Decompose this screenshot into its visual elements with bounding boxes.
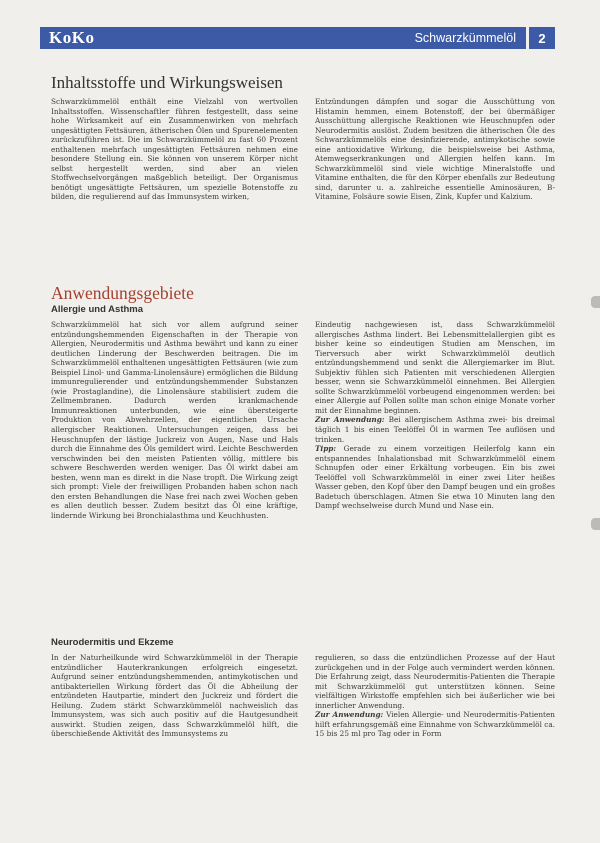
page-edge-tab xyxy=(591,518,600,530)
inhalt-right-column xyxy=(315,97,555,269)
inhalt-right-text: Entzündungen dämpfen und sogar die Ausschüttung von Histamin hemmen, einem Botenstoff, der bei übermäßiger Ausschüttung allergische Reaktionen wie Heuschnupfen oder Neurodermitis auslöst. Zudem besitzen die ätherischen Öle des Schwarzkümmelöls eine desinfizierende, antimykotische sowie eine antioxidative Wirkung, die beispielsweise bei Asthma, Atemwegserkrankungen und Allergien helfen kann. Im Schwarzkümmelöl sind viele wichtige Mineralstoffe und Vitamine enthalten, die für den Körper ebenfalls zur Bedeutung sind, darunter u. a. zahlreiche essentielle Aminosäuren, B-Vitamine, Folsäure sowie Eisen, Zink, Kupfer und Kalzium. xyxy=(315,97,555,202)
allergie-left-column xyxy=(51,320,298,612)
allergie-right-p1: Eindeutig nachgewiesen ist, dass Schwarzkümmelöl allergisches Asthma lindert. Bei Lebensmittelallergien gibt es bisher keine so eindeutigen Studien am Menschen, im Tierversuch aber wirkt Schwarzkümmelöl deutlich entzündungshemmend und senkt die Allergiemarker im Blut. Subjektiv fühlen sich Patienten mit verschiedenen Allergien besser, wenn sie Schwarzkümmelöl einnehmen. Bei Allergien sollte Schwarzkümmelöl vorbeugend eingenommen werden: bei einer Allergie auf Pollen sollte man schon einige Monate vorher mit der Einnahme beginnen. xyxy=(315,320,555,415)
page-number: 2 xyxy=(538,30,546,46)
neuro-right-p2: Zur Anwendung: Vielen Allergie- und Neurodermitis-Patienten hilft erfahrungsgemäß eine Einnahme von Schwarzkümmelöl ca. 15 bis 25 ml pro Tag oder in Form xyxy=(315,710,555,739)
page-edge-tab xyxy=(591,296,600,308)
allergie-right-p2: Zur Anwendung: Bei allergischem Asthma zwei- bis dreimal täglich 1 bis einen Teelöffel Öl in warmen Tee auflösen und trinken. xyxy=(315,415,555,444)
neuro-left-text: In der Naturheilkunde wird Schwarzkümmelöl in der Therapie entzündlicher Hauterkrankungen erfolgreich eingesetzt. Aufgrund seiner entzündungshemmenden, antimykotischen und antibakteriellen Wirkung fördert das Öl die Abheilung der entzündeten Hautpartie, mindert den Juckreiz und fördert die Heilung. Zudem stärkt Schwarzkümmelöl nachweislich das Immunsystem, was sich auch positiv auf die Hautgesundheit auswirkt. Studien zeigen, dass Schwarzkümmelöl hilft, die überschießende Aktivität des Immunsystems zu xyxy=(51,653,298,739)
publisher-logo: KoKo xyxy=(49,28,95,47)
anwendung-label: Zur Anwendung: xyxy=(315,415,385,425)
running-title: Schwarzkümmelöl xyxy=(414,31,516,45)
section-heading-anwendungsgebiete: Anwendungsgebiete xyxy=(51,283,194,303)
inhalt-left-text: Schwarzkümmelöl enthält eine Vielzahl von wertvollen Inhaltsstoffen. Wissenschaftler führen festgestellt, dass seine hohe Wirksamkeit auf ein Zusammenwirken von mehrfach ungesättigten Fettsäuren, ätherischen Ölen und Spurenelementen zurückzuführen ist. Die im Schwarzkümmelöl zu fast 60 Prozent enthaltenen mehrfach ungesättigten Fettsäuren nehmen eine besondere Stellung ein. Sie können von unserem Körper nicht selbst hergestellt werden, sind aber an vielen Stoffwechselvorgängen maßgeblich beteiligt. Der Organismus benötigt ungesättigte Fettsäuren, um spezielle Botenstoffe zu bilden, die regulierend auf das Immunsystem wirken, xyxy=(51,97,298,202)
inhalt-left-column xyxy=(51,97,298,269)
page-header xyxy=(40,27,555,49)
allergie-right-column xyxy=(315,320,555,612)
allergie-left-text: Schwarzkümmelöl hat sich vor allem aufgrund seiner entzündungshemmenden Eigenschaften in der Therapie von Allergien, Neurodermitis und Asthma bewährt und kann zu einer deutlichen Linderung der Beschwerden beitragen. Die im Schwarzkümmelöl enthaltenen ungesättigten Fettsäuren (wie zum Beispiel Linol- und Gamma-Linolensäure) ermöglichen die Bildung immunregulierender und entzündungshemmender Substanzen (wie Prostaglandine), die Linolensäure stabilisiert zudem die Zellmembranen. Dadurch werden krankmachende Immunreaktionen unterbunden, wie eine übersteigerte Produktion von Abwehrzellen, der eigentlichen Ursache allergischer Reaktionen. Untersuchungen zeigen, dass bei Heuschnupfen der lästige Juckreiz von Augen, Nase und Hals durch die Einnahme des Öls gemildert wird. Leichte Beschwerden verschwinden bei den meisten Patienten völlig, mittlere bis schwere Beschwerden werden weniger. Das Öl wirkt dabei am besten, wenn man es direkt in die Nase tropft. Die Wirkung zeigt sich prompt: Viele der freiwilligen Probanden haben schon nach den ersten Behandlungen die Nase frei nach zwei Wochen geben es allen deutlich besser. Zudem besitzt das Öl eine kräftige, lindernde Wirkung bei Bronchialasthma und Keuchhusten. xyxy=(51,320,298,520)
subheading-neurodermitis: Neurodermitis und Ekzeme xyxy=(51,637,174,648)
tipp-label: Tipp: xyxy=(315,444,337,454)
neuro-right-column xyxy=(315,653,555,833)
anwendung-label-2: Zur Anwendung: xyxy=(315,710,384,720)
section-heading-inhaltsstoffe: Inhaltsstoffe und Wirkungsweisen xyxy=(51,73,283,92)
neuro-right-p1: regulieren, so dass die entzündlichen Prozesse auf der Haut zurückgehen und in der Folge auch vermindert werden können. Die Erfahrung zeigt, dass Neurodermitis-Patienten die Therapie mit Schwarzkümmelöl gut unterstützen können. Seine vielfältigen Wirkstoffe empfehlen sich bei äußerlicher wie bei innerlicher Anwendung. xyxy=(315,653,555,710)
allergie-right-p3: Tipp: Gerade zu einem vorzeitigen Heilerfolg kann ein entspannendes Inhalationsbad mit Schwarzkümmelöl einem Schnupfen oder einer Erkältung vorbeugen. Ein bis zwei Teelöffel voll Schwarzkümmelöl in einer zwei Liter heißes Wasser geben, den Kopf über den Dampf beugen und ein großes Badetuch überschlagen. Atmen Sie etwa 10 Minuten lang den Dampf wechselweise durch Mund und Nase ein. xyxy=(315,444,555,511)
subheading-allergie-asthma: Allergie und Asthma xyxy=(51,304,144,315)
neuro-left-column xyxy=(51,653,298,833)
